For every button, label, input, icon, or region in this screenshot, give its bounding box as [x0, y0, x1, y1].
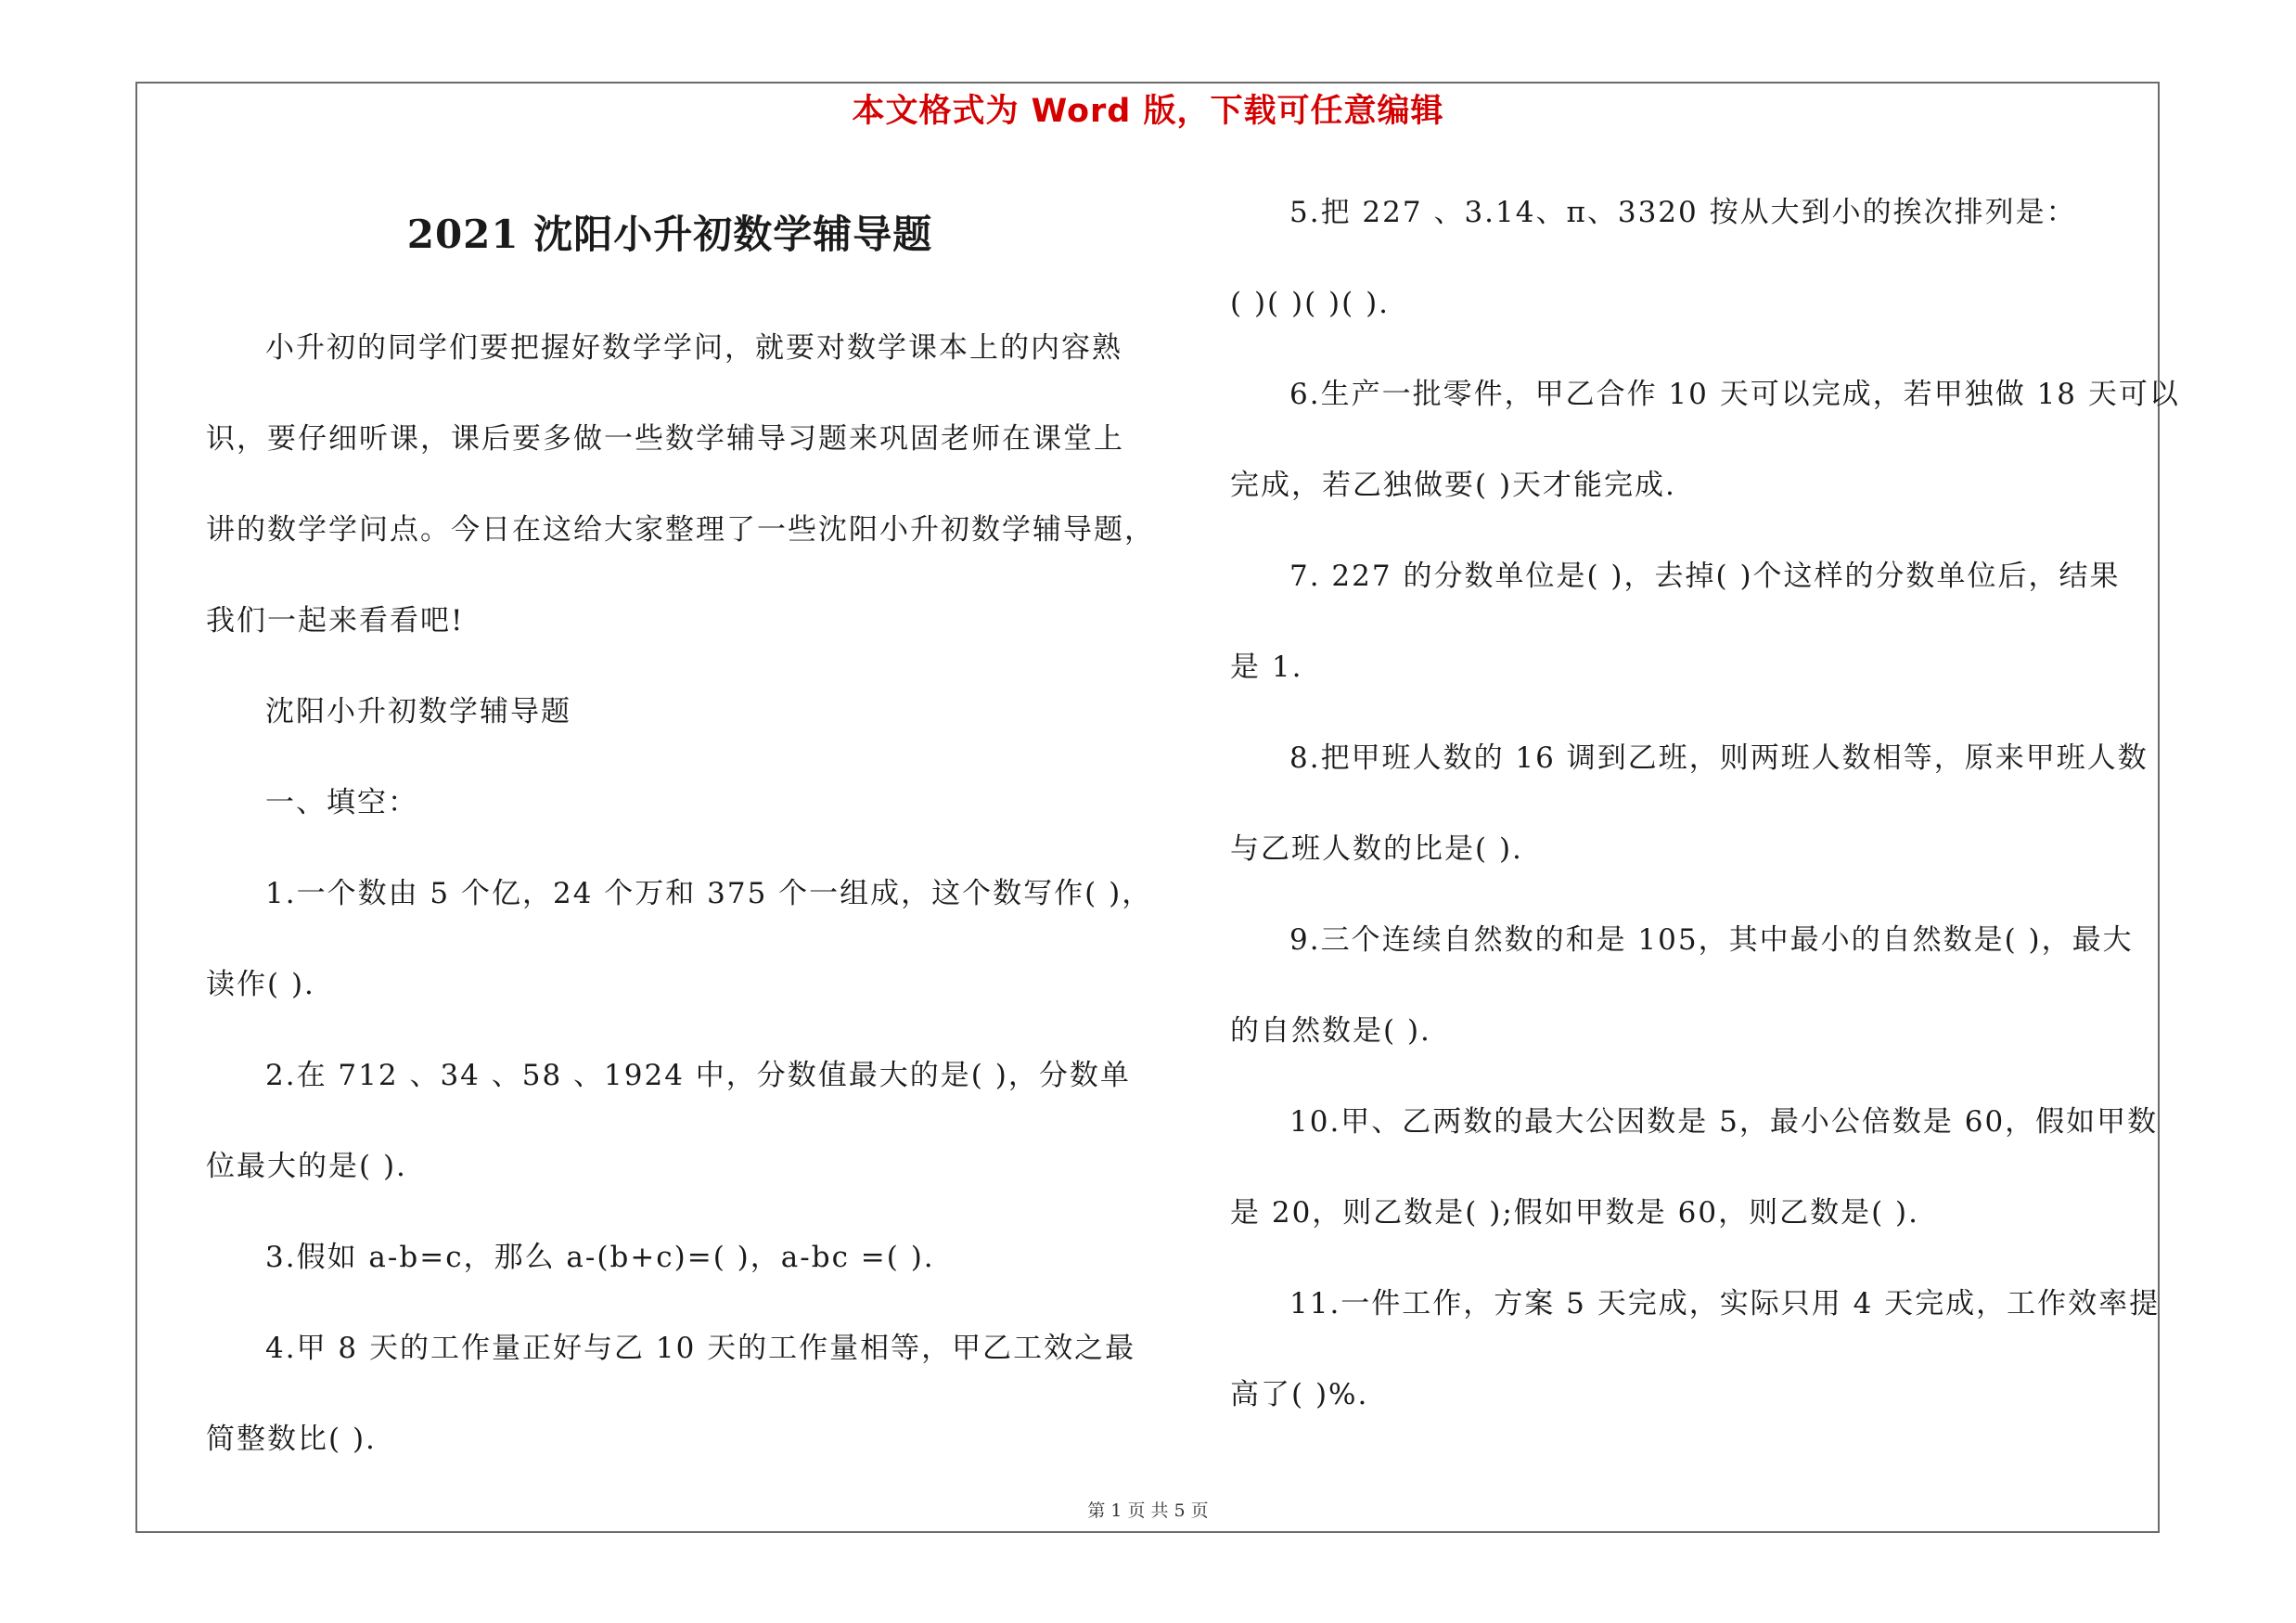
- question-line: 4.甲 8 天的工作量正好与乙 10 天的工作量相等，甲乙工效之最: [265, 1332, 1136, 1365]
- question-line: 完成，若乙独做要( )天才能完成.: [1230, 469, 1676, 502]
- question-line: 6.生产一批零件，甲乙合作 10 天可以完成，若甲独做 18 天可以: [1289, 378, 2180, 411]
- question-line: 高了( )%.: [1230, 1378, 1369, 1411]
- question-line: 是 20，则乙数是( );假如甲数是 60，则乙数是( ).: [1230, 1196, 1919, 1230]
- paragraph-line: 小升初的同学们要把握好数学学问，就要对数学课本上的内容熟: [265, 331, 1122, 365]
- question-line: 10.甲、乙两数的最大公因数是 5，最小公倍数是 60，假如甲数: [1289, 1105, 2159, 1139]
- section-heading: 一、填空：: [265, 786, 418, 819]
- question-line: 是 1.: [1230, 650, 1303, 684]
- question-line: 11.一件工作，方案 5 天完成，实际只用 4 天完成，工作效率提: [1289, 1287, 2161, 1320]
- question-line: 读作( ).: [206, 968, 315, 1001]
- question-line: 与乙班人数的比是( ).: [1230, 832, 1523, 866]
- question-line: 简整数比( ).: [206, 1423, 377, 1456]
- format-banner: 本文格式为 Word 版，下载可任意编辑: [852, 93, 1444, 130]
- paragraph-line: 讲的数学学问点。今日在这给大家整理了一些沈阳小升初数学辅导题，: [206, 513, 1155, 547]
- question-line: 2.在 712 、34 、58 、1924 中，分数值最大的是( )，分数单: [265, 1059, 1131, 1092]
- question-line: 8.把甲班人数的 16 调到乙班，则两班人数相等，原来甲班人数: [1289, 741, 2148, 775]
- question-line: 1.一个数由 5 个亿，24 个万和 375 个一组成，这个数写作( )，: [265, 877, 1153, 910]
- question-line: 的自然数是( ).: [1230, 1014, 1431, 1048]
- section-heading: 沈阳小升初数学辅导题: [265, 695, 571, 728]
- question-line: 位最大的是( ).: [206, 1150, 407, 1183]
- paragraph-line: 我们一起来看看吧!: [206, 604, 465, 638]
- question-line: 7. 227 的分数单位是( )，去掉( )个这样的分数单位后，结果: [1289, 560, 2121, 593]
- question-line: 3.假如 a-b=c，那么 a-(b+c)=( )，a-bc =( ).: [265, 1241, 935, 1274]
- paragraph-line: 识，要仔细听课，课后要多做一些数学辅导习题来巩固老师在课堂上: [206, 422, 1124, 456]
- question-line: 5.把 227 、3.14、π、3320 按从大到小的挨次排列是：: [1289, 196, 2077, 229]
- question-line: ( )( )( )( ).: [1230, 287, 1391, 320]
- document-title: 2021 沈阳小升初数学辅导题: [406, 212, 933, 257]
- question-line: 9.三个连续自然数的和是 105，其中最小的自然数是( )，最大: [1289, 923, 2134, 957]
- page-number: 第 1 页 共 5 页: [1087, 1501, 1209, 1521]
